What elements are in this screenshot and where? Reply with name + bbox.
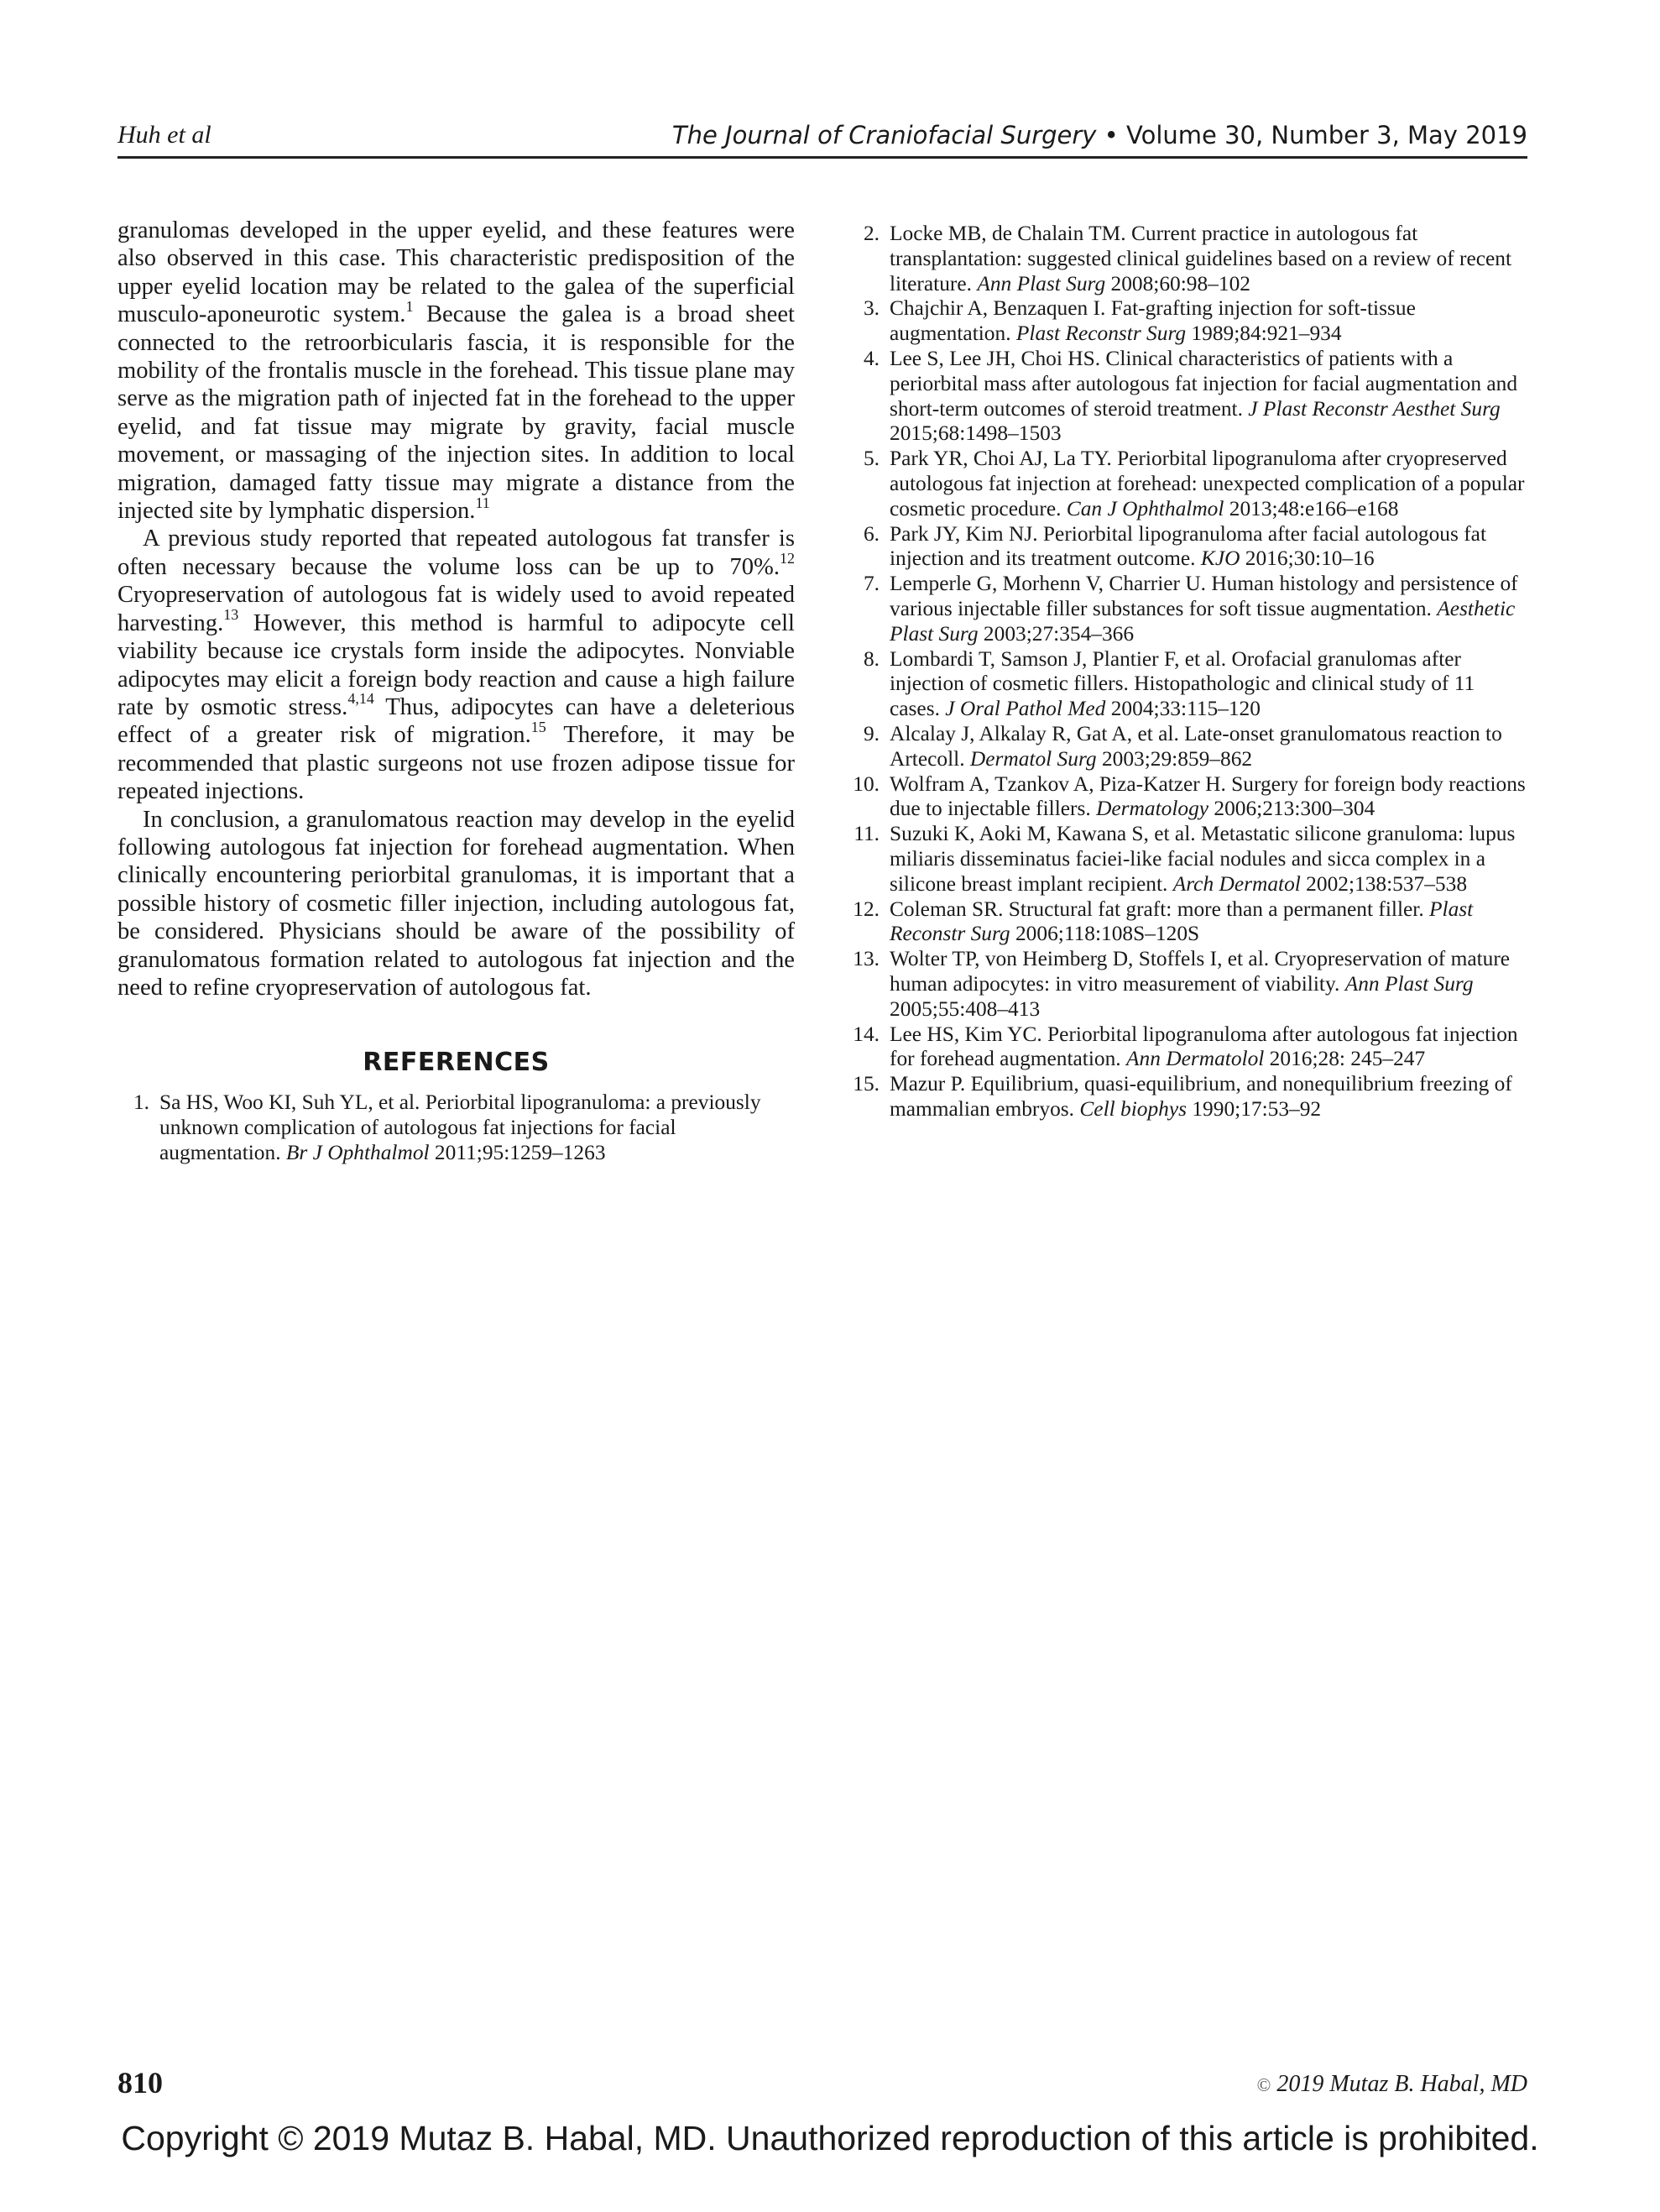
reference-citation: Wolfram A, Tzankov A, Piza-Katzer H. Surgery for foreign body reactions due to injectable fillers. bbox=[890, 771, 1526, 821]
reference-citation: Alcalay J, Alkalay R, Gat A, et al. Late-onset granulomatous reaction to Artecoll. bbox=[890, 721, 1502, 771]
reference-citation: Mazur P. Equilibrium, quasi-equilibrium, and nonequilibrium freezing of mammalian embryos. bbox=[890, 1072, 1512, 1121]
text-run: Because the galea is a broad sheet connected to the retroorbicularis fascia, it is responsible for the mobility of the frontalis muscle in the forehead. This tissue plane may serve as the migration path of injected fat in the forehead to the upper eyelid, and fat tissue may migrate by gravity, facial muscle movement, or massaging of the injection sites. In addition to local migration, damaged fatty tissue may migrate a distance from the injected site by lymphatic dispersion. bbox=[117, 301, 795, 525]
reference-item bbox=[848, 522, 1527, 573]
citation-sup: 12 bbox=[780, 550, 795, 567]
reference-item bbox=[848, 1022, 1527, 1073]
reference-volume-pages: 1989;84:921–934 bbox=[1186, 322, 1342, 346]
reference-item bbox=[848, 772, 1527, 823]
reference-item bbox=[848, 722, 1527, 772]
reference-volume-pages: 1990;17:53–92 bbox=[1187, 1096, 1322, 1121]
reference-text bbox=[890, 897, 1473, 946]
reference-citation: Lombardi T, Samson J, Plantier F, et al. Orofacial granulomas after injection of cosmetic fillers. Histopathologic and clinical study of 11 cases. bbox=[890, 646, 1475, 721]
reference-item bbox=[848, 1072, 1527, 1122]
reference-item bbox=[848, 296, 1527, 347]
reference-journal: Ann Plast Surg bbox=[1344, 971, 1474, 996]
reference-text bbox=[890, 772, 1526, 821]
reference-item bbox=[848, 447, 1527, 521]
reference-text bbox=[890, 1072, 1512, 1121]
citation-sup: 11 bbox=[475, 494, 490, 511]
reference-item bbox=[848, 947, 1527, 1022]
reference-item bbox=[848, 347, 1527, 447]
reference-number: 1. bbox=[133, 1090, 149, 1115]
reference-journal: J Oral Pathol Med bbox=[945, 697, 1106, 721]
reference-citation: Park JY, Kim NJ. Periorbital lipogranuloma after facial autologous fat injection and its treatment outcome. bbox=[890, 521, 1487, 571]
running-head bbox=[117, 114, 1527, 159]
reference-journal: Plast Reconstr Surg bbox=[890, 897, 1474, 946]
citation-sup: 1 bbox=[405, 297, 414, 315]
reference-number: 2. bbox=[863, 222, 880, 245]
reference-volume-pages: 2003;27:354–366 bbox=[978, 621, 1135, 646]
reference-volume-pages: 2006;213:300–304 bbox=[1208, 797, 1376, 821]
body-paragraph-1 bbox=[117, 217, 795, 525]
reference-number: 14. bbox=[853, 1022, 880, 1046]
reference-number: 4. bbox=[863, 346, 880, 370]
citation-sup: 13 bbox=[223, 606, 239, 624]
header-separator: • bbox=[1104, 121, 1119, 149]
reference-citation: Locke MB, de Chalain TM. Current practice in autologous fat transplantation: suggested clinical guidelines based on a review of recent literature. bbox=[890, 222, 1512, 295]
reference-text bbox=[890, 522, 1486, 571]
reference-text bbox=[890, 947, 1510, 1021]
footer-copyright bbox=[1257, 2071, 1527, 2098]
reference-citation: Park YR, Choi AJ, La TY. Periorbital lipogranuloma after cryopreserved autologous fat injection at forehead: unexpected complication of a popular cosmetic procedure. bbox=[890, 447, 1525, 520]
reference-journal: Aesthetic Plast Surg bbox=[890, 596, 1516, 646]
reference-journal: Arch Dermatol bbox=[1172, 871, 1301, 896]
reference-volume-pages: 2005;55:408–413 bbox=[890, 996, 1041, 1021]
reference-item bbox=[117, 1090, 795, 1165]
reference-volume-pages: 2004;33:115–120 bbox=[1105, 697, 1261, 721]
reference-citation: Lemperle G, Morhenn V, Charrier U. Human histology and persistence of various injectable filler substances for soft tissue augmentation. bbox=[890, 572, 1518, 620]
reference-citation: Suzuki K, Aoki M, Kawana S, et al. Metastatic silicone granuloma: lupus miliaris disseminatus faciei-like facial nodules and sicca complex in a silicone breast implant recipient. bbox=[890, 822, 1516, 896]
reference-journal: J Plast Reconstr Aesthet Surg bbox=[1248, 396, 1501, 421]
reference-number: 3. bbox=[863, 296, 880, 321]
references-heading: REFERENCES bbox=[363, 1048, 550, 1078]
reference-text bbox=[890, 722, 1502, 771]
reference-journal: Plast Reconstr Surg bbox=[1015, 322, 1187, 346]
reference-number: 8. bbox=[863, 646, 880, 671]
reference-volume-pages: 2016;30:10–16 bbox=[1240, 546, 1375, 571]
reference-citation: Sa HS, Woo KI, Suh YL, et al. Periorbital lipogranuloma: a previously unknown complication of autologous fat injections for facial augmentation. bbox=[159, 1090, 761, 1164]
reference-volume-pages: 2015;68:1498–1503 bbox=[890, 421, 1062, 446]
copyright-symbol: © bbox=[1256, 2074, 1271, 2095]
citation-sup: 15 bbox=[530, 718, 546, 735]
reference-number: 10. bbox=[853, 771, 880, 796]
text-run: Cryopreservation of autologous fat is widely used to avoid repeated harvesting. bbox=[117, 582, 795, 636]
journal-issue: Volume 30, Number 3, May 2019 bbox=[1126, 121, 1527, 149]
reference-volume-pages: 2013;48:e166–e168 bbox=[1224, 496, 1399, 520]
reference-text bbox=[890, 222, 1511, 295]
reference-text bbox=[890, 822, 1515, 896]
reference-journal: Can J Ophthalmol bbox=[1066, 496, 1224, 520]
reference-text bbox=[890, 1022, 1518, 1071]
reference-volume-pages: 2008;60:98–102 bbox=[1105, 271, 1250, 295]
reference-number: 12. bbox=[853, 897, 880, 921]
reference-journal: Ann Dermatolol bbox=[1126, 1047, 1265, 1071]
reference-journal: Cell biophys bbox=[1079, 1096, 1188, 1121]
text-run: A previous study reported that repeated autologous fat transfer is often necessary because the volume loss can be up to 70%. bbox=[117, 526, 795, 580]
reference-item bbox=[848, 822, 1527, 897]
reference-item bbox=[848, 222, 1527, 296]
running-head-author: Huh et al bbox=[117, 121, 211, 149]
body-paragraph-3: In conclusion, a granulomatous reaction may develop in the eyelid following autologous fat injection for forehead augmentation. When clinically encountering periorbital granulomas, it is important that a possible history of cosmetic filler injection, including autologous fat, be considered. Physicians should be aware of the possibility of granulomatous formation related to autologous fat injection and the need to refine cryopreservation of autologous fat. bbox=[117, 806, 795, 1001]
reference-citation: Lee S, Lee JH, Choi HS. Clinical characteristics of patients with a periorbital mass after autologous fat injection for facial augmentation and short-term outcomes of steroid treatment. bbox=[890, 346, 1518, 421]
copyright-banner: Copyright © 2019 Mutaz B. Habal, MD. Unauthorized reproduction of this article is prohibited. bbox=[121, 2119, 1539, 2157]
copyright-text: 2019 Mutaz B. Habal, MD bbox=[1276, 2071, 1527, 2097]
reference-text bbox=[890, 572, 1518, 646]
reference-text bbox=[890, 647, 1475, 721]
reference-citation: Chajchir A, Benzaquen I. Fat-grafting injection for soft-tissue augmentation. bbox=[890, 296, 1416, 346]
reference-citation: Lee HS, Kim YC. Periorbital lipogranuloma after autologous fat injection for forehead augmentation. bbox=[890, 1022, 1518, 1071]
reference-text bbox=[890, 347, 1517, 445]
reference-number: 7. bbox=[863, 572, 880, 596]
text-run: However, this method is harmful to adipocyte cell viability because ice crystals form inside the adipocytes. Nonviable adipocytes may elicit a foreign body reaction and cause a high failure rate by osmotic stress. bbox=[117, 609, 795, 720]
reference-number: 11. bbox=[853, 822, 880, 846]
right-column bbox=[848, 222, 1527, 1122]
journal-title: The Journal of Craniofacial Surgery bbox=[671, 121, 1097, 149]
reference-volume-pages: 2002;138:537–538 bbox=[1300, 871, 1468, 896]
reference-item bbox=[848, 572, 1527, 646]
reference-number: 15. bbox=[853, 1072, 880, 1096]
reference-journal: Br J Ophthalmol bbox=[285, 1140, 430, 1164]
reference-item bbox=[848, 897, 1527, 948]
reference-citation: Wolter TP, von Heimberg D, Stoffels I, et al. Cryopreservation of mature human adipocytes: in vitro measurement of viability. bbox=[890, 947, 1511, 996]
citation-sup: 4,14 bbox=[347, 690, 374, 708]
reference-citation: Coleman SR. Structural fat graft: more than a permanent filler. bbox=[890, 897, 1430, 921]
page-number: 810 bbox=[117, 2066, 163, 2100]
text-run: Thus, adipocytes can have a deleterious effect of a greater risk of migration. bbox=[117, 693, 796, 749]
running-head-journal-info bbox=[672, 121, 1527, 149]
reference-volume-pages: 2003;29:859–862 bbox=[1096, 746, 1253, 771]
body-paragraph-2 bbox=[117, 525, 795, 805]
reference-number: 9. bbox=[863, 721, 880, 745]
reference-list-right bbox=[848, 222, 1527, 1122]
reference-text bbox=[159, 1090, 761, 1164]
left-column bbox=[117, 217, 795, 1166]
reference-list-left bbox=[117, 1090, 795, 1165]
reference-number: 6. bbox=[863, 521, 880, 546]
reference-journal: KJO bbox=[1200, 546, 1240, 571]
reference-volume-pages: 2006;118:108S–120S bbox=[1010, 922, 1200, 946]
reference-text bbox=[890, 296, 1416, 345]
reference-journal: Dermatology bbox=[1096, 797, 1209, 821]
reference-number: 13. bbox=[853, 947, 880, 971]
reference-item bbox=[848, 647, 1527, 722]
reference-volume-pages: 2016;28: 245–247 bbox=[1264, 1047, 1426, 1071]
text-run: granulomas developed in the upper eyelid, and these features were also observed in this case. This characteristic predisposition of the upper eyelid location may be related to the galea of the superficial musculo-aponeurotic system. bbox=[117, 217, 795, 328]
reference-text bbox=[890, 447, 1525, 520]
reference-number: 5. bbox=[863, 447, 880, 471]
reference-volume-pages: 2011;95:1259–1263 bbox=[429, 1140, 606, 1164]
text-run: Therefore, it may be recommended that plastic surgeons not use frozen adipose tissue for repeated injections. bbox=[117, 722, 795, 805]
reference-journal: Dermatol Surg bbox=[969, 746, 1097, 771]
reference-journal: Ann Plast Surg bbox=[977, 271, 1106, 295]
